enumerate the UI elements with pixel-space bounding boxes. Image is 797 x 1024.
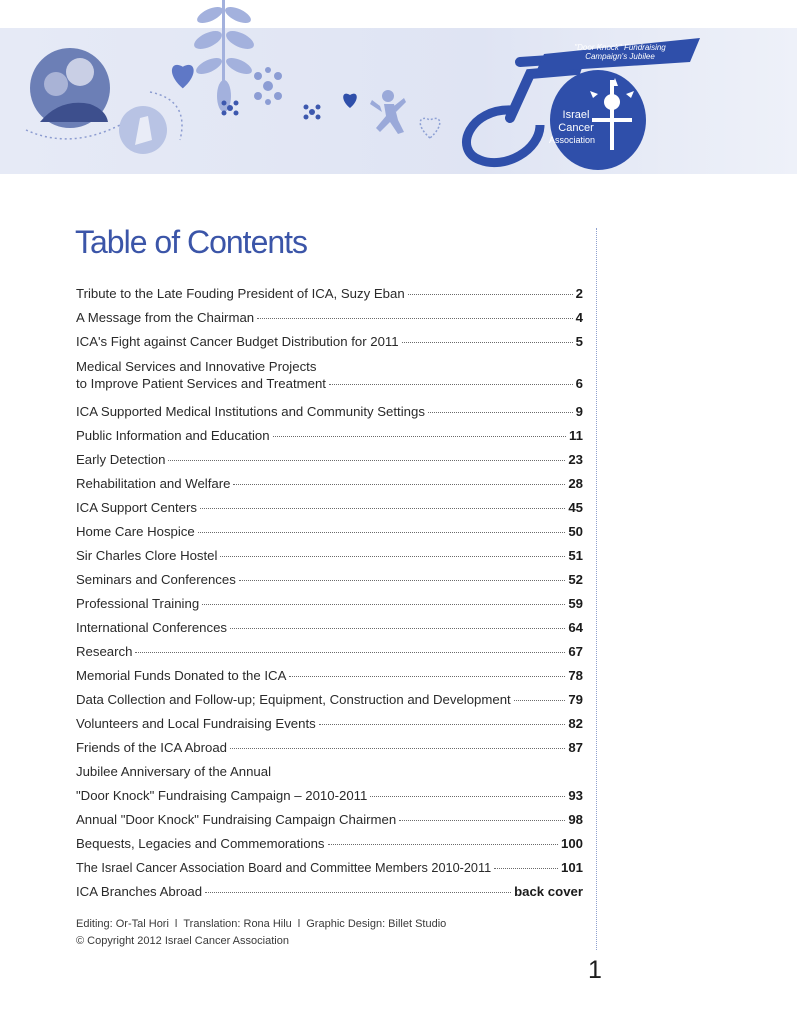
- toc-entry-label: Bequests, Legacies and Commemorations: [76, 836, 325, 851]
- toc-entry-label: ICA's Fight against Cancer Budget Distribution for 2011: [76, 334, 399, 349]
- toc-entry-page: 45: [568, 500, 583, 515]
- toc-entry-label: Seminars and Conferences: [76, 572, 236, 587]
- leader-dots: [257, 318, 573, 319]
- toc-entry-page: 2: [575, 286, 583, 301]
- toc-entry-page: 9: [575, 404, 583, 419]
- toc-entry: [76, 282, 583, 306]
- toc-entry-page: 4: [575, 310, 583, 325]
- toc-entry-page: 100: [560, 836, 583, 851]
- leader-dots: [319, 724, 566, 725]
- toc-entry-page: 52: [568, 572, 583, 587]
- toc-entry-label: Volunteers and Local Fundraising Events: [76, 716, 316, 731]
- leader-dots: [168, 460, 565, 461]
- leader-dots: [408, 294, 573, 295]
- toc-entry-page: 51: [568, 548, 583, 563]
- leader-dots: [494, 868, 558, 869]
- toc-entry: [76, 472, 583, 496]
- toc-entry-page: 59: [568, 596, 583, 611]
- toc-entry-label: Data Collection and Follow-up; Equipment, Construction and Development: [76, 692, 511, 707]
- leader-dots: [328, 844, 558, 845]
- toc-entry-page: 87: [568, 740, 583, 755]
- toc-entry-label: Jubilee Anniversary of the Annual: [76, 764, 272, 779]
- badge-line1: "Door Knock" Fundraising: [574, 43, 666, 52]
- leader-dots: [273, 436, 567, 437]
- toc-entry-label: "Door Knock" Fundraising Campaign – 2010-2011: [76, 788, 368, 803]
- toc-entry-label: Early Detection: [76, 452, 166, 467]
- leader-dots: [428, 412, 573, 413]
- leader-dots: [200, 508, 565, 509]
- table-of-contents: [76, 282, 583, 904]
- toc-entry-page: 67: [568, 644, 583, 659]
- toc-entry: [76, 664, 583, 688]
- toc-entry-page: 23: [568, 452, 583, 467]
- toc-entry: [76, 496, 583, 520]
- family-photo-icon: [30, 48, 110, 128]
- badge-line2: Campaign's Jubilee: [585, 52, 655, 61]
- page-number: 1: [588, 956, 602, 984]
- copyright: © Copyright 2012 Israel Cancer Association: [76, 935, 289, 947]
- leader-dots: [402, 342, 573, 343]
- leader-dots: [205, 892, 511, 893]
- toc-entry-label: Friends of the ICA Abroad: [76, 740, 228, 755]
- credit-translation: Translation: Rona Hilu: [183, 918, 292, 930]
- leader-dots: [230, 628, 565, 629]
- toc-entry: [76, 520, 583, 544]
- leader-dots: [202, 604, 565, 605]
- header-banner: [0, 0, 797, 174]
- credit-design: Graphic Design: Billet Studio: [306, 918, 447, 930]
- leader-dots: [329, 384, 573, 385]
- toc-entry-page: 6: [575, 376, 583, 391]
- toc-entry-page: 82: [568, 716, 583, 731]
- credit-editing: Editing: Or-Tal Hori: [76, 918, 169, 930]
- toc-entry-label: The Israel Cancer Association Board and Committee Members 2010-2011: [76, 861, 492, 875]
- toc-entry-label: Home Care Hospice: [76, 524, 195, 539]
- toc-entry-page: 98: [568, 812, 583, 827]
- toc-entry-label: ICA Supported Medical Institutions and Community Settings: [76, 404, 425, 419]
- toc-entry-page: 78: [568, 668, 583, 683]
- credit-separator: l: [297, 918, 301, 930]
- dotted-divider: [596, 228, 597, 950]
- logo-line1: Israel: [562, 109, 590, 121]
- toc-entry-page: 11: [569, 428, 583, 443]
- toc-entry: [76, 736, 583, 760]
- toc-entry: [76, 568, 583, 592]
- toc-entry: [76, 330, 583, 354]
- page-title: Table of Contents: [75, 224, 308, 260]
- toc-entry-label: ICA Branches Abroad: [76, 884, 203, 899]
- toc-entry: [76, 354, 583, 400]
- leader-dots: [399, 820, 565, 821]
- toc-entry-label: Rehabilitation and Welfare: [76, 476, 231, 491]
- leader-dots: [239, 580, 566, 581]
- toc-entry: [76, 880, 583, 904]
- toc-entry-label: International Conferences: [76, 620, 228, 635]
- toc-entry-label: Public Information and Education: [76, 428, 270, 443]
- toc-entry-label: Research: [76, 644, 133, 659]
- toc-entry: [76, 544, 583, 568]
- toc-entry-page: 101: [560, 860, 583, 875]
- toc-entry-label: A Message from the Chairman: [76, 310, 255, 325]
- toc-entry: [76, 448, 583, 472]
- credits: [76, 916, 446, 950]
- toc-entry-label: Professional Training: [76, 596, 200, 611]
- toc-entry-label: Tribute to the Late Fouding President of ICA, Suzy Eban: [76, 286, 405, 301]
- toc-entry-page: 79: [568, 692, 583, 707]
- toc-entry-label: ICA Support Centers: [76, 500, 197, 515]
- toc-entry: [76, 306, 583, 330]
- banner-artwork: [0, 0, 797, 174]
- toc-entry-page: 28: [568, 476, 583, 491]
- toc-entry: [76, 832, 583, 856]
- toc-entry-label: to Improve Patient Services and Treatment: [76, 376, 326, 391]
- toc-entry-page: 50: [568, 524, 583, 539]
- toc-entry: [76, 688, 583, 712]
- leader-dots: [220, 556, 565, 557]
- toc-entry-page: 64: [568, 620, 583, 635]
- leader-dots: [514, 700, 566, 701]
- hand-photo-icon: [119, 106, 167, 154]
- logo-line3: Association: [548, 135, 596, 145]
- leader-dots: [230, 748, 565, 749]
- leader-dots: [289, 676, 565, 677]
- toc-entry: [76, 616, 583, 640]
- toc-entry: [76, 400, 583, 424]
- toc-entry-label: Annual "Door Knock" Fundraising Campaign Chairmen: [76, 812, 397, 827]
- toc-entry: [76, 592, 583, 616]
- toc-entry-label: Memorial Funds Donated to the ICA: [76, 668, 287, 683]
- toc-entry-page: 5: [575, 334, 583, 349]
- toc-entry-page: back cover: [514, 884, 583, 899]
- leader-dots: [370, 796, 565, 797]
- logo-line2: Cancer: [558, 122, 594, 134]
- toc-entry-label: Sir Charles Clore Hostel: [76, 548, 218, 563]
- leader-dots: [233, 484, 565, 485]
- leader-dots: [198, 532, 566, 533]
- toc-entry: [76, 856, 583, 880]
- leader-dots: [135, 652, 565, 653]
- credit-separator: l: [174, 918, 178, 930]
- toc-entry: [76, 760, 583, 784]
- toc-entry: [76, 712, 583, 736]
- toc-entry: [76, 784, 583, 808]
- toc-entry: [76, 640, 583, 664]
- toc-entry: [76, 424, 583, 448]
- toc-entry: [76, 808, 583, 832]
- toc-entry-label: Medical Services and Innovative Projects: [76, 359, 317, 374]
- toc-entry-page: 93: [568, 788, 583, 803]
